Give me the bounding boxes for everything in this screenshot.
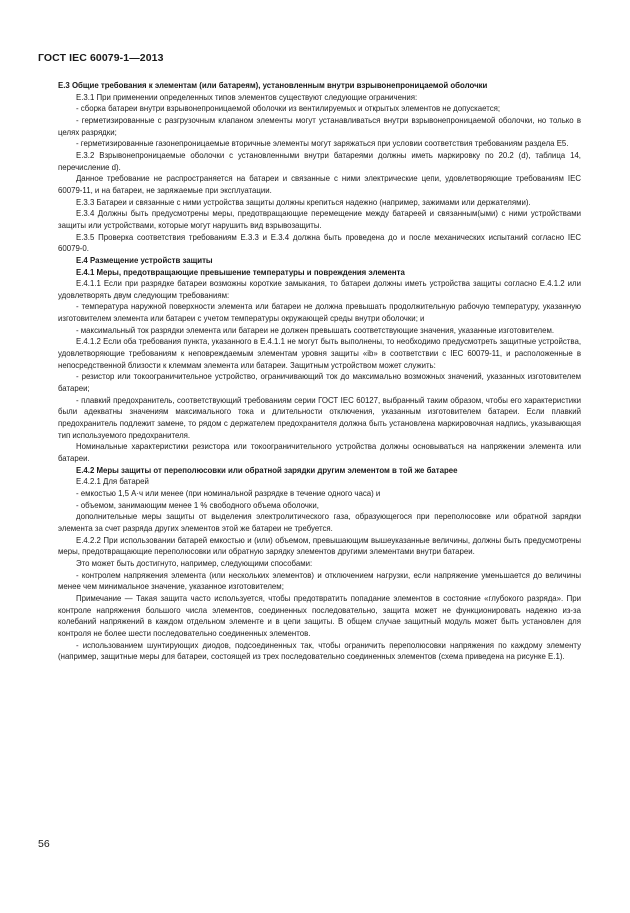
subsection-heading: E.4.2 Меры защиты от переполюсовки или обратной зарядки другим элементом в той же батарее: [76, 465, 458, 475]
paragraph: E.3.4 Должны быть предусмотрены меры, предотвращающие перемещение между батареей и связанным(ыми) с ними устройствами защиты или устройствами, которые могут нарушить вид взрывозащиты.: [58, 209, 581, 230]
section-heading: E.3 Общие требования к элементам (или батареям), установленным внутри взрывонепроницаемой оболочки: [58, 81, 488, 90]
list-item: - максимальный ток разрядки элемента или батареи не должен превышать соответствующие значения, указанные изготовителем.: [76, 325, 555, 335]
paragraph: E.3.1 При применении определенных типов элементов существуют следующие ограничения:: [76, 92, 418, 102]
paragraph: E.4.2.1 Для батарей: [76, 477, 149, 487]
subsection-heading: E.4.1 Меры, предотвращающие превышение температуры и повреждения элемента: [76, 267, 405, 277]
list-item: - емкостью 1,5 А·ч или менее (при номинальной разрядке в течение одного часа) и: [76, 488, 381, 498]
list-item: - использованием шунтирующих диодов, подсоединенных так, чтобы ограничить переполюсовки напряжения по каждому элементу (например, защитные меры для батареи, состоящей из трех последовательно соединенных элементов (схема приведена на рисунке E.1).: [58, 640, 581, 662]
list-item: - объемом, занимающим менее 1 % свободного объема оболочки,: [76, 500, 319, 510]
section-heading: E.4 Размещение устройств защиты: [76, 255, 213, 265]
list-item: - контролем напряжения элемента (или нескольких элементов) и отключением нагрузки, если напряжение уменьшается до величины менее чем минимальное значение, указанное изготовителем;: [58, 570, 581, 592]
paragraph: E.3.5 Проверка соответствия требованиям E.3.3 и E.3.4 должна быть проведена до и после механических испытаний согласно IEC 60079-0.: [58, 232, 581, 254]
list-item: - герметизированные газонепроницаемые вторичные элементы могут заряжаться при условии соответствия требованиям раздела E5.: [76, 139, 569, 149]
paragraph: Это может быть достигнуто, например, следующими способами:: [76, 558, 313, 568]
paragraph: E.4.1.1 Если при разрядке батареи возможны короткие замыкания, то батареи должны иметь устройства защиты согласно E.4.1.2 или удовлетворять двум следующим требованиям:: [58, 279, 581, 300]
paragraph: дополнительные меры защиты от выделения электролитического газа, образующегося при переполюсовке или обратной зарядки элемента за счет разряда других элементов этой же батареи не требуется.: [58, 512, 581, 533]
paragraph: E.4.1.2 Если оба требования пункта, указанного в E.4.1.1 не могут быть выполнены, то необходимо предусмотреть защитные устройства, удовлетворяющие требованиям к неповреждаемым элементам уровня защиты «ib» в соответствии с IEC 60079-11, и расположенные в непосредственной близости к клеммам элемента или батареи. Защитным устройством может служить:: [58, 337, 581, 370]
page-number: 56: [38, 838, 50, 850]
list-item: - сборка батареи внутри взрывонепроницаемой оболочки из вентилируемых и открытых элементов не допускается;: [76, 104, 501, 114]
list-item: - плавкий предохранитель, соответствующий требованиям серии ГОСТ IEC 60127, выбранный таким образом, чтобы его характеристики были адекватны значениям максимального тока и длительности отключения, указанным изготовителем батареи. Если плавкий предохранитель подлежит замене, то рядом с держателем предохранителя должна быть установлена маркировочная надпись, указывающая тип используемого предохранителя.: [58, 395, 581, 440]
list-item: - резистор или токоограничительное устройство, ограничивающий ток до максимально возможных значений, указанных изготовителем батареи;: [58, 372, 581, 394]
document-header: ГОСТ IEC 60079-1—2013: [38, 52, 164, 64]
page-body: [58, 80, 581, 663]
list-item: - герметизированные с разгрузочным клапаном элементы могут устанавливаться внутри взрывонепроницаемой оболочки, но только в целях разрядки;: [58, 115, 581, 137]
paragraph: E.4.2.2 При использовании батарей емкостью и (или) объемом, превышающим вышеуказанные величины, должны быть предусмотрены меры, предотвращающие переполюсовки или обратную зарядку элементов другими элементами внутри батареи.: [58, 535, 581, 557]
paragraph: Данное требование не распространяется на батареи и связанные с ними электрические цепи, удовлетворяющие требованиям IEC 60079-11, и на батареи, не заряжаемые при эксплуатации.: [58, 174, 581, 195]
paragraph: Номинальные характеристики резистора или токоограничительного устройства должны основываться на напряжении элемента или батареи.: [58, 442, 581, 463]
paragraph: E.3.2 Взрывонепроницаемые оболочки с установленными внутри батареями должны иметь маркировку по 20.2 (d), таблица 14, перечисление d).: [58, 150, 581, 172]
paragraph: E.3.3 Батареи и связанные с ними устройства защиты должны крепиться надежно (например, зажимами или держателями).: [76, 197, 531, 207]
note-paragraph: Примечание — Такая защита часто используется, чтобы предотвратить попадание элементов в состояние «глубокого разряда». При контроле напряжения большого числа элементов, соединенных последовательно, защита может не функционировать надежно из-за колебаний напряжений в каждом отдельном элементе и в цепи защиты. В общем случае защитный модуль может быть установлен для контроля не более шести последовательно соединенных элементов.: [58, 593, 581, 638]
list-item: - температура наружной поверхности элемента или батареи не должна превышать продолжительную рабочую температуру, указанную изготовителем элемента или батареи с учетом температуры окружающей среды внутри оболочки; и: [58, 302, 581, 324]
